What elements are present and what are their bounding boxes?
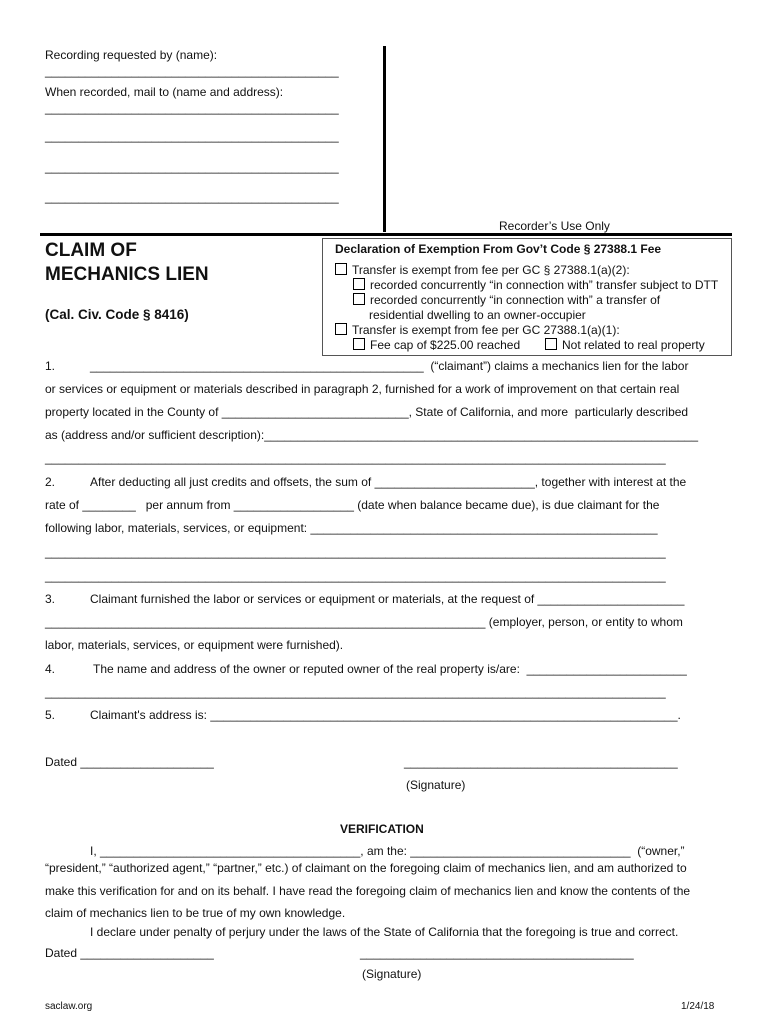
exemption-option-a2[interactable]: [335, 263, 630, 277]
verification-line-2: “president,” “authorized agent,” “partner,” etc.) of claimant on the foregoing claim of mechanics lien, and am authorized to: [45, 861, 687, 875]
paragraph-4-line-2[interactable]: _____________________________________________________________________________________________: [45, 685, 666, 699]
paragraph-2-number: 2.: [45, 475, 56, 489]
exemption-option-fee-cap-label: Fee cap of $225.00 reached: [370, 338, 521, 352]
checkbox-icon[interactable]: [335, 263, 347, 275]
paragraph-3-line-3: labor, materials, services, or equipment were furnished).: [45, 638, 344, 652]
paragraph-5-line-1[interactable]: Claimant's address is: ______________________________________________________________________.: [90, 708, 681, 722]
verification-line-3: make this verification for and on its behalf. I have read the foregoing claim of mechanics lien and know the contents of the: [45, 884, 691, 898]
recorders-use-label: Recorder’s Use Only: [499, 219, 610, 233]
exemption-option-dtt[interactable]: [353, 278, 718, 292]
claim-signature-line[interactable]: _________________________________________: [404, 755, 678, 769]
verification-signature-line[interactable]: _________________________________________: [360, 946, 634, 960]
exemption-option-dtt-label: recorded concurrently “in connection with” transfer subject to DTT: [370, 278, 719, 292]
paragraph-1-line-2: or services or equipment or materials described in paragraph 2, furnished for a work of improvement on that certain real: [45, 382, 680, 396]
mail-to-label: When recorded, mail to (name and address):: [45, 85, 284, 99]
paragraph-3-number: 3.: [45, 592, 56, 606]
verification-line-5: I declare under penalty of perjury under the laws of the State of California that the foregoing is true and correct.: [90, 925, 679, 939]
paragraph-5-number: 5.: [45, 708, 56, 722]
checkbox-icon[interactable]: [353, 278, 365, 290]
verification-dated-field[interactable]: Dated ____________________: [45, 946, 214, 960]
exemption-option-not-real-property-label: Not related to real property: [562, 338, 705, 352]
paragraph-2-line-3[interactable]: following labor, materials, services, or equipment: ____________________________________________________: [45, 521, 658, 535]
mail-to-blank-2[interactable]: ____________________________________________: [45, 129, 339, 143]
verification-signature-label: (Signature): [362, 967, 422, 981]
footer-website: saclaw.org: [45, 1001, 93, 1012]
verification-line-4: claim of mechanics lien to be true of my own knowledge.: [45, 906, 346, 920]
paragraph-1-line-5[interactable]: _____________________________________________________________________________________________: [45, 451, 666, 465]
header-divider-vertical: [383, 46, 386, 232]
exemption-option-owner-occupier-cont: residential dwelling to an owner-occupier: [369, 308, 586, 322]
exemption-option-a1[interactable]: [335, 323, 620, 337]
paragraph-1-number: 1.: [45, 359, 56, 373]
form-title-line1: CLAIM OF: [45, 240, 137, 261]
exemption-option-owner-occupier-label: recorded concurrently “in connection with” a transfer of: [370, 293, 661, 307]
paragraph-3-line-1[interactable]: Claimant furnished the labor or services or equipment or materials, at the request of ______________________: [90, 592, 685, 606]
paragraph-2-line-1[interactable]: After deducting all just credits and offsets, the sum of ________________________, together with interest at the: [90, 475, 687, 489]
paragraph-2-line-2[interactable]: rate of ________ per annum from __________________ (date when balance became due), is due claimant for the: [45, 498, 660, 512]
claim-dated-field[interactable]: Dated ____________________: [45, 755, 214, 769]
recording-requested-label: Recording requested by (name):: [45, 48, 218, 62]
exemption-declaration-box: [322, 238, 732, 356]
paragraph-2-line-5[interactable]: _____________________________________________________________________________________________: [45, 569, 666, 583]
paragraph-2-line-4[interactable]: _____________________________________________________________________________________________: [45, 545, 666, 559]
mail-to-blank-4[interactable]: ____________________________________________: [45, 190, 339, 204]
header-divider-horizontal: [40, 233, 732, 236]
exemption-option-a1-label: Transfer is exempt from fee per GC 27388.1(a)(1):: [352, 323, 620, 337]
paragraph-4-line-1[interactable]: The name and address of the owner or reputed owner of the real property is/are: ________________________: [93, 662, 687, 676]
paragraph-4-number: 4.: [45, 662, 56, 676]
verification-line-1[interactable]: I, _______________________________________, am the: _________________________________ (“owner,”: [90, 844, 685, 858]
paragraph-1-line-1[interactable]: __________________________________________________ (“claimant”) claims a mechanics lien for the labor: [90, 359, 689, 373]
claim-signature-label: (Signature): [406, 778, 466, 792]
checkbox-icon[interactable]: [353, 293, 365, 305]
checkbox-icon[interactable]: [335, 323, 347, 335]
form-title-line2: MECHANICS LIEN: [45, 264, 209, 285]
civil-code-reference: (Cal. Civ. Code § 8416): [45, 307, 189, 322]
exemption-option-not-real-property[interactable]: [545, 338, 705, 352]
exemption-option-fee-cap[interactable]: [353, 338, 520, 352]
paragraph-1-line-3[interactable]: property located in the County of ____________________________, State of California, and more particularly described: [45, 405, 689, 419]
exemption-option-a2-label: Transfer is exempt from fee per GC § 27388.1(a)(2):: [352, 263, 630, 277]
checkbox-icon[interactable]: [353, 338, 365, 350]
footer-revision-date: 1/24/18: [681, 1001, 715, 1012]
mail-to-blank-3[interactable]: ____________________________________________: [45, 160, 339, 174]
verification-heading: VERIFICATION: [340, 822, 424, 836]
paragraph-3-line-2[interactable]: __________________________________________________________________ (employer, person, or entity to whom: [45, 615, 683, 629]
mail-to-blank-1[interactable]: ____________________________________________: [45, 101, 339, 115]
exemption-option-owner-occupier[interactable]: [353, 293, 660, 307]
checkbox-icon[interactable]: [545, 338, 557, 350]
paragraph-1-line-4[interactable]: as (address and/or sufficient description):_________________________________________________________________: [45, 428, 699, 442]
recording-requested-blank[interactable]: ____________________________________________: [45, 64, 339, 78]
exemption-heading: Declaration of Exemption From Gov’t Code § 27388.1 Fee: [335, 242, 662, 256]
